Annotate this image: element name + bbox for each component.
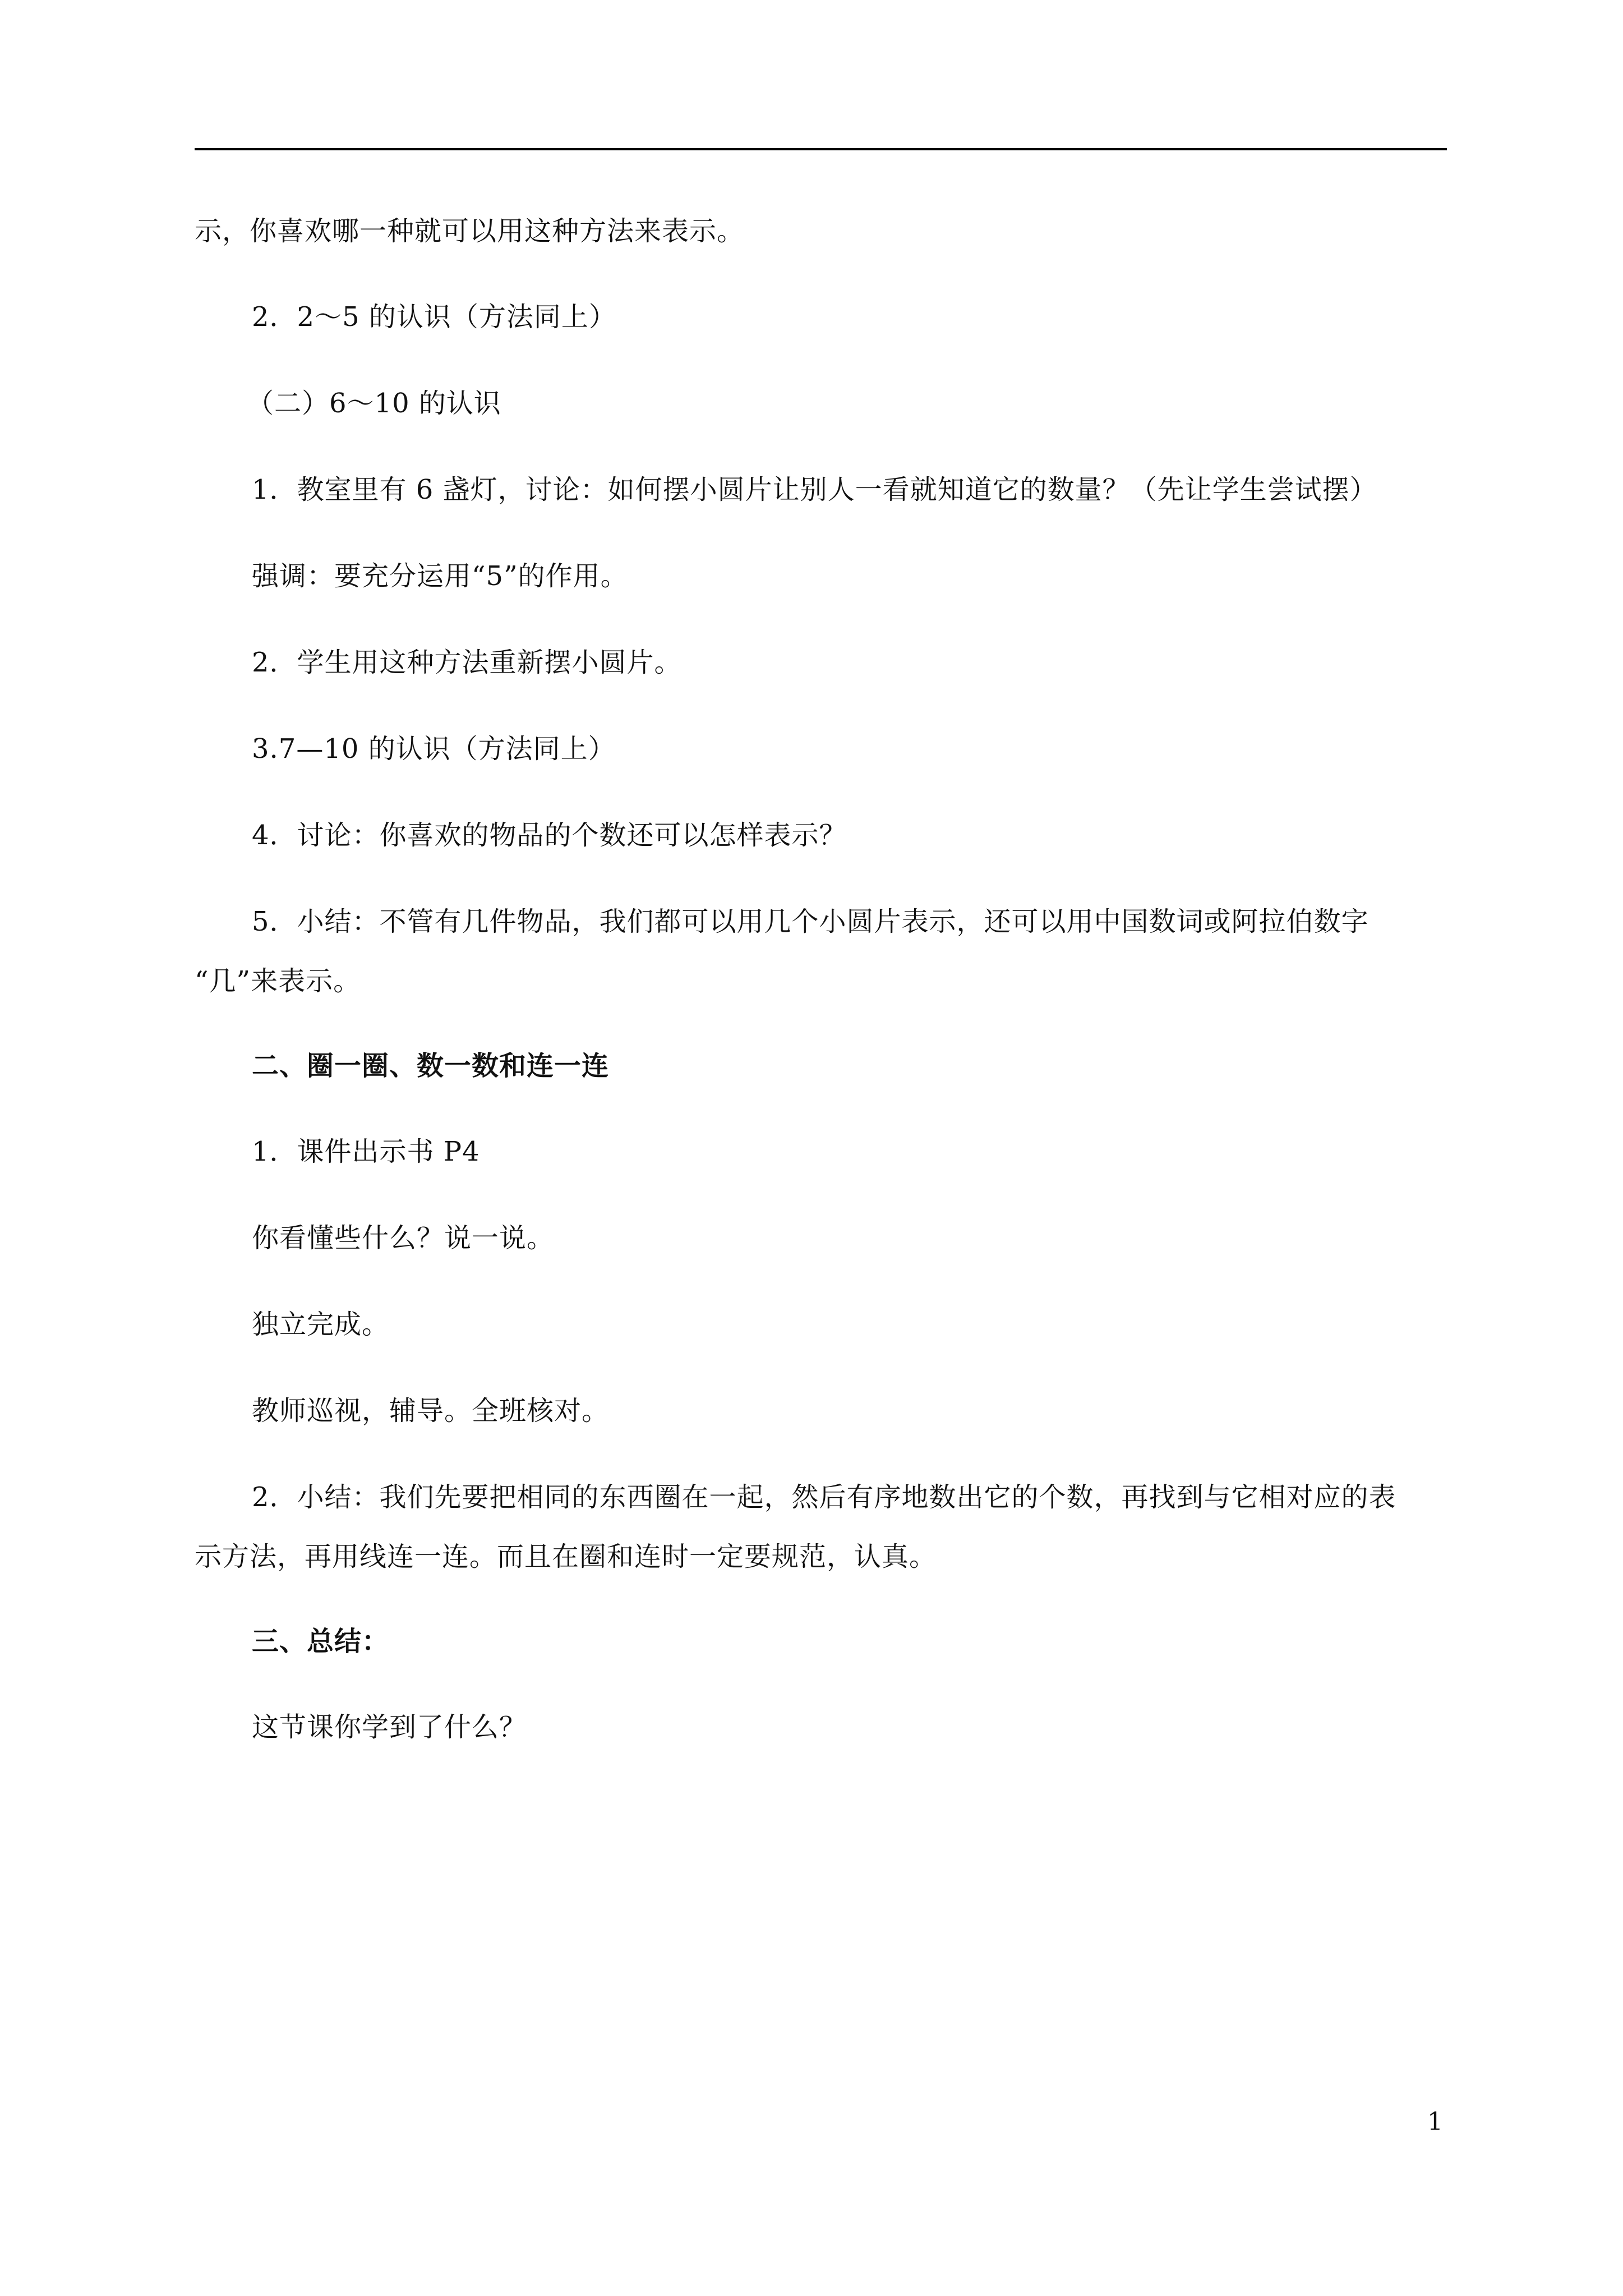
section-heading-6-10: （二）6～10 的认识 — [247, 388, 501, 419]
text-line-7: 3.7—10 的认识（方法同上） — [252, 733, 616, 765]
section-heading-2: 二、圈一圈、数一数和连一连 — [252, 1050, 610, 1082]
text-line-10: “几”来表示。 — [195, 965, 361, 997]
text-line-17: 示方法，再用线连一连。而且在圈和连时一定要规范，认真。 — [195, 1541, 937, 1572]
text-line-19: 这节课你学到了什么？ — [252, 1711, 527, 1743]
text-line-13: 你看懂些什么？说一说。 — [252, 1222, 555, 1254]
text-line-14: 独立完成。 — [252, 1309, 390, 1340]
text-line-6: 2．学生用这种方法重新摆小圆片。 — [252, 647, 682, 678]
text-line-12: 1．课件出示书 P4 — [252, 1136, 480, 1167]
text-line-1: 示，你喜欢哪一种就可以用这种方法来表示。 — [195, 215, 745, 247]
header-rule — [195, 148, 1447, 150]
text-line-2: 2．2～5 的认识（方法同上） — [252, 301, 616, 333]
text-line-8: 4．讨论：你喜欢的物品的个数还可以怎样表示？ — [252, 820, 847, 851]
text-line-5: 强调：要充分运用“5”的作用。 — [252, 560, 628, 592]
text-line-15: 教师巡视，辅导。全班核对。 — [252, 1395, 610, 1427]
section-heading-3: 三、总结： — [252, 1626, 390, 1657]
text-line-16: 2．小结：我们先要把相同的东西圈在一起，然后有序地数出它的个数，再找到与它相对应的表 — [252, 1481, 1396, 1513]
text-line-9: 5．小结：不管有几件物品，我们都可以用几个小圆片表示，还可以用中国数词或阿拉伯数字 — [252, 906, 1369, 937]
page-number: 1 — [1427, 2108, 1443, 2136]
text-line-4: 1．教室里有 6 盏灯，讨论：如何摆小圆片让别人一看就知道它的数量？（先让学生尝试摆） — [252, 474, 1377, 505]
